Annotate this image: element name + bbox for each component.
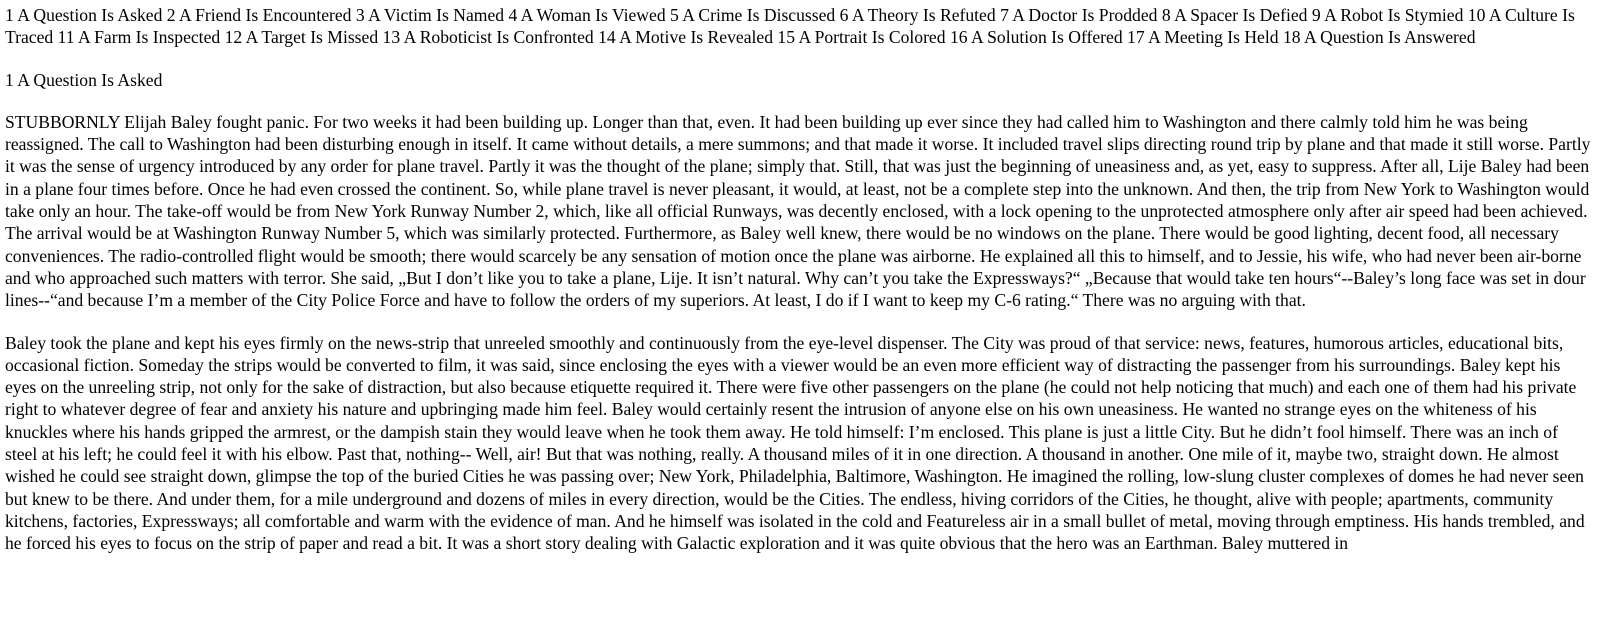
toc-chapter-16[interactable]: 16 A Solution Is Offered xyxy=(949,27,1123,48)
toc-chapter-5[interactable]: 5 A Crime Is Discussed xyxy=(670,5,836,25)
toc-chapter-8[interactable]: 8 A Spacer Is Defied xyxy=(1161,5,1308,25)
toc-chapter-2[interactable]: 2 A Friend Is Encountered xyxy=(166,5,352,25)
toc-chapter-18[interactable]: 18 A Question Is Answered xyxy=(1282,27,1476,48)
toc-chapter-14[interactable]: 14 A Motive Is Revealed xyxy=(598,27,774,48)
toc-chapter-17[interactable]: 17 A Meeting Is Held xyxy=(1127,27,1279,48)
toc-chapter-10[interactable]: 10 A Culture Is Traced xyxy=(5,5,1575,48)
table-of-contents xyxy=(5,4,1592,49)
toc-chapter-1[interactable]: 1 A Question Is Asked xyxy=(5,5,163,25)
toc-chapter-15[interactable]: 15 A Portrait Is Colored xyxy=(777,27,946,48)
toc-chapter-7[interactable]: 7 A Doctor Is Prodded xyxy=(1000,5,1158,25)
toc-chapter-11[interactable]: 11 A Farm Is Inspected xyxy=(57,27,221,48)
toc-chapter-13[interactable]: 13 A Roboticist Is Confronted xyxy=(382,27,594,48)
toc-chapter-4[interactable]: 4 A Woman Is Viewed xyxy=(508,5,666,25)
chapter-heading: 1 A Question Is Asked xyxy=(5,69,163,90)
chapter-paragraph-1: STUBBORNLY Elijah Baley fought panic. For two weeks it had been building up. Longer than that, even. It had been building up ever since they had called him to Washington and there calmly told him he was being reassigned. The call to Washington had been disturbing enough in itself. It came without details, a mere summons; and that made it worse. It included travel slips directing round trip by plane and that made it still worse. Partly it was the sense of urgency introduced by any order for plane travel. Partly it was the thought of the plane; simply that. Still, that was just the beginning of uneasiness and, as yet, easy to suppress. After all, Lije Baley had been in a plane four times before. Once he had even crossed the continent. So, while plane travel is never pleasant, it would, at least, not be a complete step into the unknown. And then, the trip from New York to Washington would take only an hour. The take-off would be from New York Runway Number 2, which, like all official Runways, was decently enclosed, with a lock opening to the unprotected atmosphere only after air speed had been achieved. The arrival would be at Washington Runway Number 5, which was similarly protected. Furthermore, as Baley well knew, there would be no windows on the plane. There would be good lighting, decent food, all necessary conveniences. The radio-controlled flight would be smooth; there would scarcely be any sensation of motion once the plane was airborne. He explained all this to himself, and to Jessie, his wife, who had never been air-borne and who approached such matters with terror. She said, „But I don’t like you to take a plane, Lije. It isn’t natural. Why can’t you take the Expressways?“ „Because that would take ten hours“--Baley’s long face was set in dour lines--“and because I’m a member of the City Police Force and have to follow the orders of my superiors. At least, I do if I want to keep my C-6 rating.“ There was no arguing with that. xyxy=(5,111,1591,311)
toc-chapter-3[interactable]: 3 A Victim Is Named xyxy=(355,5,505,25)
chapter-paragraph-2: Baley took the plane and kept his eyes firmly on the news-strip that unreeled smoothly and continuously from the eye-level dispenser. The City was proud of that service: news, features, humorous articles, educational bits, occasional fiction. Someday the strips would be converted to film, it was said, since enclosing the eyes with a viewer would be an even more efficient way of distracting the passenger from his surroundings. Baley kept his eyes on the unreeling strip, not only for the sake of distraction, but also because etiquette required it. There were five other passengers on the plane (he could not help noticing that much) and each one of them had his private right to whatever degree of fear and anxiety his nature and upbringing made him feel. Baley would certainly resent the intrusion of anyone else on his own uneasiness. He wanted no strange eyes on the whiteness of his knuckles where his hands gripped the armrest, or the dampish stain they would leave when he took them away. He told himself: I’m enclosed. This plane is just a little City. But he didn’t fool himself. There was an inch of steel at his left; he could feel it with his elbow. Past that, nothing-- Well, air! But that was nothing, really. A thousand miles of it in one direction. A thousand in another. One mile of it, maybe two, straight down. He almost wished he could see straight down, glimpse the top of the buried Cities he was passing over; New York, Philadelphia, Baltimore, Washington. He imagined the rolling, low-slung cluster complexes of domes he had never seen but knew to be there. And under them, for a mile underground and dozens of miles in every direction, would be the Cities. The endless, hiving corridors of the Cities, he thought, alive with people; apartments, community kitchens, factories, Expressways; all comfortable and warm with the evidence of man. And he himself was isolated in the cold and Featureless air in a small bullet of metal, moving through emptiness. His hands trembled, and he forced his eyes to focus on the strip of paper and read a bit. It was a short story dealing with Galactic exploration and it was quite obvious that the hero was an Earthman. Baley muttered in xyxy=(5,332,1585,554)
toc-chapter-12[interactable]: 12 A Target Is Missed xyxy=(224,27,379,48)
toc-chapter-9[interactable]: 9 A Robot Is Stymied xyxy=(1311,5,1464,25)
toc-chapter-6[interactable]: 6 A Theory Is Refuted xyxy=(839,5,996,25)
